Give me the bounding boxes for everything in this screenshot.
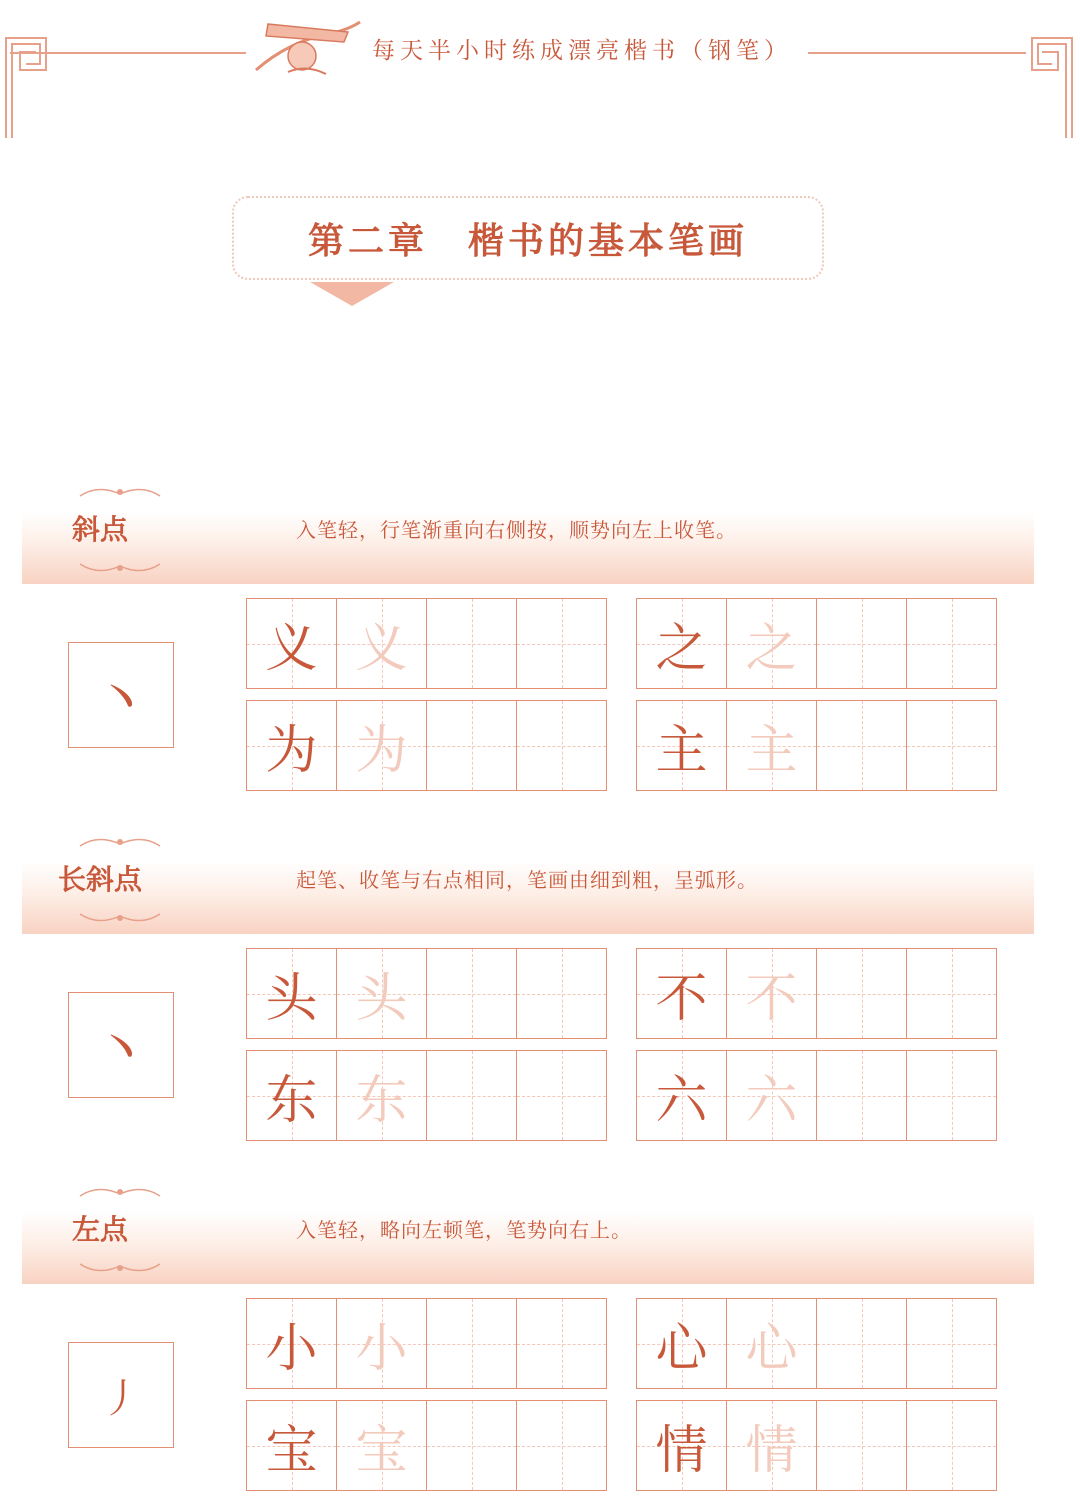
header-title: 每天半小时练成漂亮楷书（钢笔） bbox=[372, 38, 792, 64]
model-cell bbox=[637, 1401, 727, 1490]
blank-cell[interactable] bbox=[817, 1299, 907, 1388]
model-cell bbox=[637, 599, 727, 688]
stroke-sample: 丶 bbox=[68, 992, 174, 1098]
model-char: 主 bbox=[655, 721, 708, 781]
model-char: 六 bbox=[655, 1071, 708, 1131]
practice-row bbox=[636, 1298, 997, 1389]
practice-row bbox=[636, 1050, 997, 1141]
chapter-title: 第二章 楷书的基本笔画 bbox=[307, 219, 748, 262]
blank-cell[interactable] bbox=[427, 701, 517, 790]
blank-cell[interactable] bbox=[427, 949, 517, 1038]
fret-corner-right-icon bbox=[1020, 30, 1076, 140]
model-char: 之 bbox=[655, 619, 708, 679]
trace-cell[interactable] bbox=[337, 1051, 427, 1140]
trace-char: 主 bbox=[745, 721, 798, 781]
blank-cell[interactable] bbox=[817, 1051, 907, 1140]
fret-corner-left-icon bbox=[2, 30, 58, 140]
trace-char: 头 bbox=[355, 969, 408, 1029]
blank-cell[interactable] bbox=[907, 701, 996, 790]
practice-row bbox=[246, 1050, 607, 1141]
trace-char: 小 bbox=[355, 1319, 408, 1379]
trace-char: 六 bbox=[745, 1071, 798, 1131]
section-title: 斜点 bbox=[71, 513, 128, 546]
practice-row bbox=[246, 948, 607, 1039]
model-char: 情 bbox=[655, 1421, 708, 1481]
practice-row bbox=[636, 700, 997, 791]
practice-row bbox=[246, 1298, 607, 1389]
section-description: 入笔轻，行笔渐重向右侧按，顺势向左上收笔。 bbox=[296, 518, 737, 542]
model-char: 为 bbox=[265, 721, 318, 781]
stroke-sample: 丿 bbox=[68, 1342, 174, 1448]
header-line-right bbox=[808, 52, 1026, 54]
model-cell bbox=[247, 1051, 337, 1140]
blank-cell[interactable] bbox=[907, 1401, 996, 1490]
trace-cell[interactable] bbox=[337, 701, 427, 790]
model-cell bbox=[637, 1299, 727, 1388]
blank-cell[interactable] bbox=[907, 1051, 996, 1140]
model-char: 不 bbox=[655, 969, 708, 1029]
blank-cell[interactable] bbox=[907, 599, 996, 688]
model-cell bbox=[247, 949, 337, 1038]
model-char: 义 bbox=[265, 619, 318, 679]
blank-cell[interactable] bbox=[907, 949, 996, 1038]
section-description: 起笔、收笔与右点相同，笔画由细到粗，呈弧形。 bbox=[296, 868, 758, 892]
blank-cell[interactable] bbox=[517, 1401, 606, 1490]
practice-row bbox=[636, 1400, 997, 1491]
blank-cell[interactable] bbox=[817, 949, 907, 1038]
trace-cell[interactable] bbox=[337, 1299, 427, 1388]
blank-cell[interactable] bbox=[817, 599, 907, 688]
trace-cell[interactable] bbox=[727, 949, 817, 1038]
trace-char: 东 bbox=[355, 1071, 408, 1131]
trace-cell[interactable] bbox=[337, 1401, 427, 1490]
blank-cell[interactable] bbox=[517, 1299, 606, 1388]
model-cell bbox=[247, 1299, 337, 1388]
ornament-bottom-icon bbox=[78, 556, 162, 578]
trace-char: 不 bbox=[745, 969, 798, 1029]
blank-cell[interactable] bbox=[517, 599, 606, 688]
trace-cell[interactable] bbox=[727, 701, 817, 790]
trace-char: 之 bbox=[745, 619, 798, 679]
practice-row bbox=[636, 598, 997, 689]
trace-cell[interactable] bbox=[727, 1401, 817, 1490]
model-cell bbox=[247, 701, 337, 790]
blank-cell[interactable] bbox=[427, 599, 517, 688]
ornament-bottom-icon bbox=[78, 906, 162, 928]
model-cell bbox=[637, 701, 727, 790]
model-cell bbox=[247, 1401, 337, 1490]
ornament-bottom-icon bbox=[78, 1256, 162, 1278]
banner-pointer bbox=[310, 282, 394, 306]
blank-cell[interactable] bbox=[817, 1401, 907, 1490]
practice-row bbox=[246, 700, 607, 791]
trace-cell[interactable] bbox=[727, 599, 817, 688]
blank-cell[interactable] bbox=[517, 701, 606, 790]
ornament-top-icon bbox=[78, 832, 162, 854]
model-char: 宝 bbox=[265, 1421, 318, 1481]
model-cell bbox=[637, 1051, 727, 1140]
ornament-top-icon bbox=[78, 1182, 162, 1204]
trace-char: 为 bbox=[355, 721, 408, 781]
section-title: 左点 bbox=[71, 1213, 128, 1246]
practice-row bbox=[246, 598, 607, 689]
practice-row bbox=[246, 1400, 607, 1491]
model-char: 头 bbox=[265, 969, 318, 1029]
blank-cell[interactable] bbox=[427, 1051, 517, 1140]
ornament-top-icon bbox=[78, 482, 162, 504]
stroke-sample: 丶 bbox=[68, 642, 174, 748]
model-char: 东 bbox=[265, 1071, 318, 1131]
blank-cell[interactable] bbox=[427, 1299, 517, 1388]
trace-cell[interactable] bbox=[337, 949, 427, 1038]
practice-row bbox=[636, 948, 997, 1039]
trace-char: 心 bbox=[745, 1319, 798, 1379]
chapter-banner bbox=[232, 196, 824, 280]
trace-cell[interactable] bbox=[337, 599, 427, 688]
section-title: 长斜点 bbox=[57, 863, 142, 896]
blank-cell[interactable] bbox=[427, 1401, 517, 1490]
blank-cell[interactable] bbox=[517, 1051, 606, 1140]
trace-char: 情 bbox=[745, 1421, 798, 1481]
model-char: 小 bbox=[265, 1319, 318, 1379]
brush-logo-icon bbox=[248, 12, 368, 82]
section-description: 入笔轻，略向左顿笔，笔势向右上。 bbox=[296, 1218, 632, 1242]
trace-char: 义 bbox=[355, 619, 408, 679]
trace-cell[interactable] bbox=[727, 1299, 817, 1388]
model-cell bbox=[637, 949, 727, 1038]
model-cell bbox=[247, 599, 337, 688]
blank-cell[interactable] bbox=[907, 1299, 996, 1388]
blank-cell[interactable] bbox=[517, 949, 606, 1038]
model-char: 心 bbox=[655, 1319, 708, 1379]
blank-cell[interactable] bbox=[817, 701, 907, 790]
trace-char: 宝 bbox=[355, 1421, 408, 1481]
trace-cell[interactable] bbox=[727, 1051, 817, 1140]
